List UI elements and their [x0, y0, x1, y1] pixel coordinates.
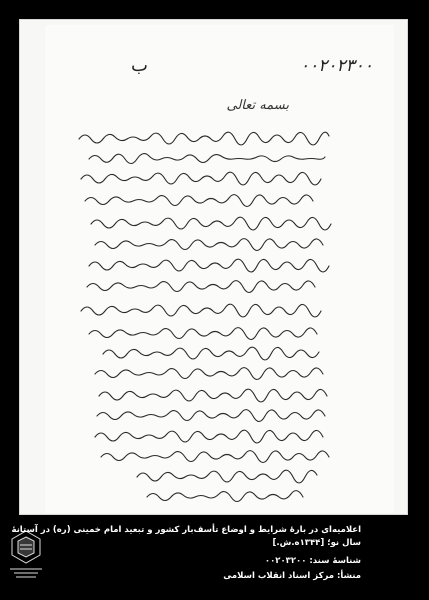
document-mark: ب: [131, 55, 148, 76]
document-origin: منشأ: مرکز اسناد انقلاب اسلامی: [223, 571, 361, 581]
handwritten-text-image: [19, 19, 408, 515]
caption-panel: [10, 521, 419, 597]
document-heading: بسمه تعالی: [226, 98, 289, 113]
document-id: شناسهٔ سند: ۰۰۲۰۳۲۰۰: [264, 556, 361, 566]
caption-title: اعلامیه‌ای در بارهٔ شرایط و اوضاع تأسف‌بار کشور و تبعید امام خمینی (ره) در آستانهٔ سال نو؛ [۱۳۴۴ه.ش.]: [11, 525, 361, 548]
document-number: ٠٠٢٠٢٣٠٠: [299, 56, 373, 76]
